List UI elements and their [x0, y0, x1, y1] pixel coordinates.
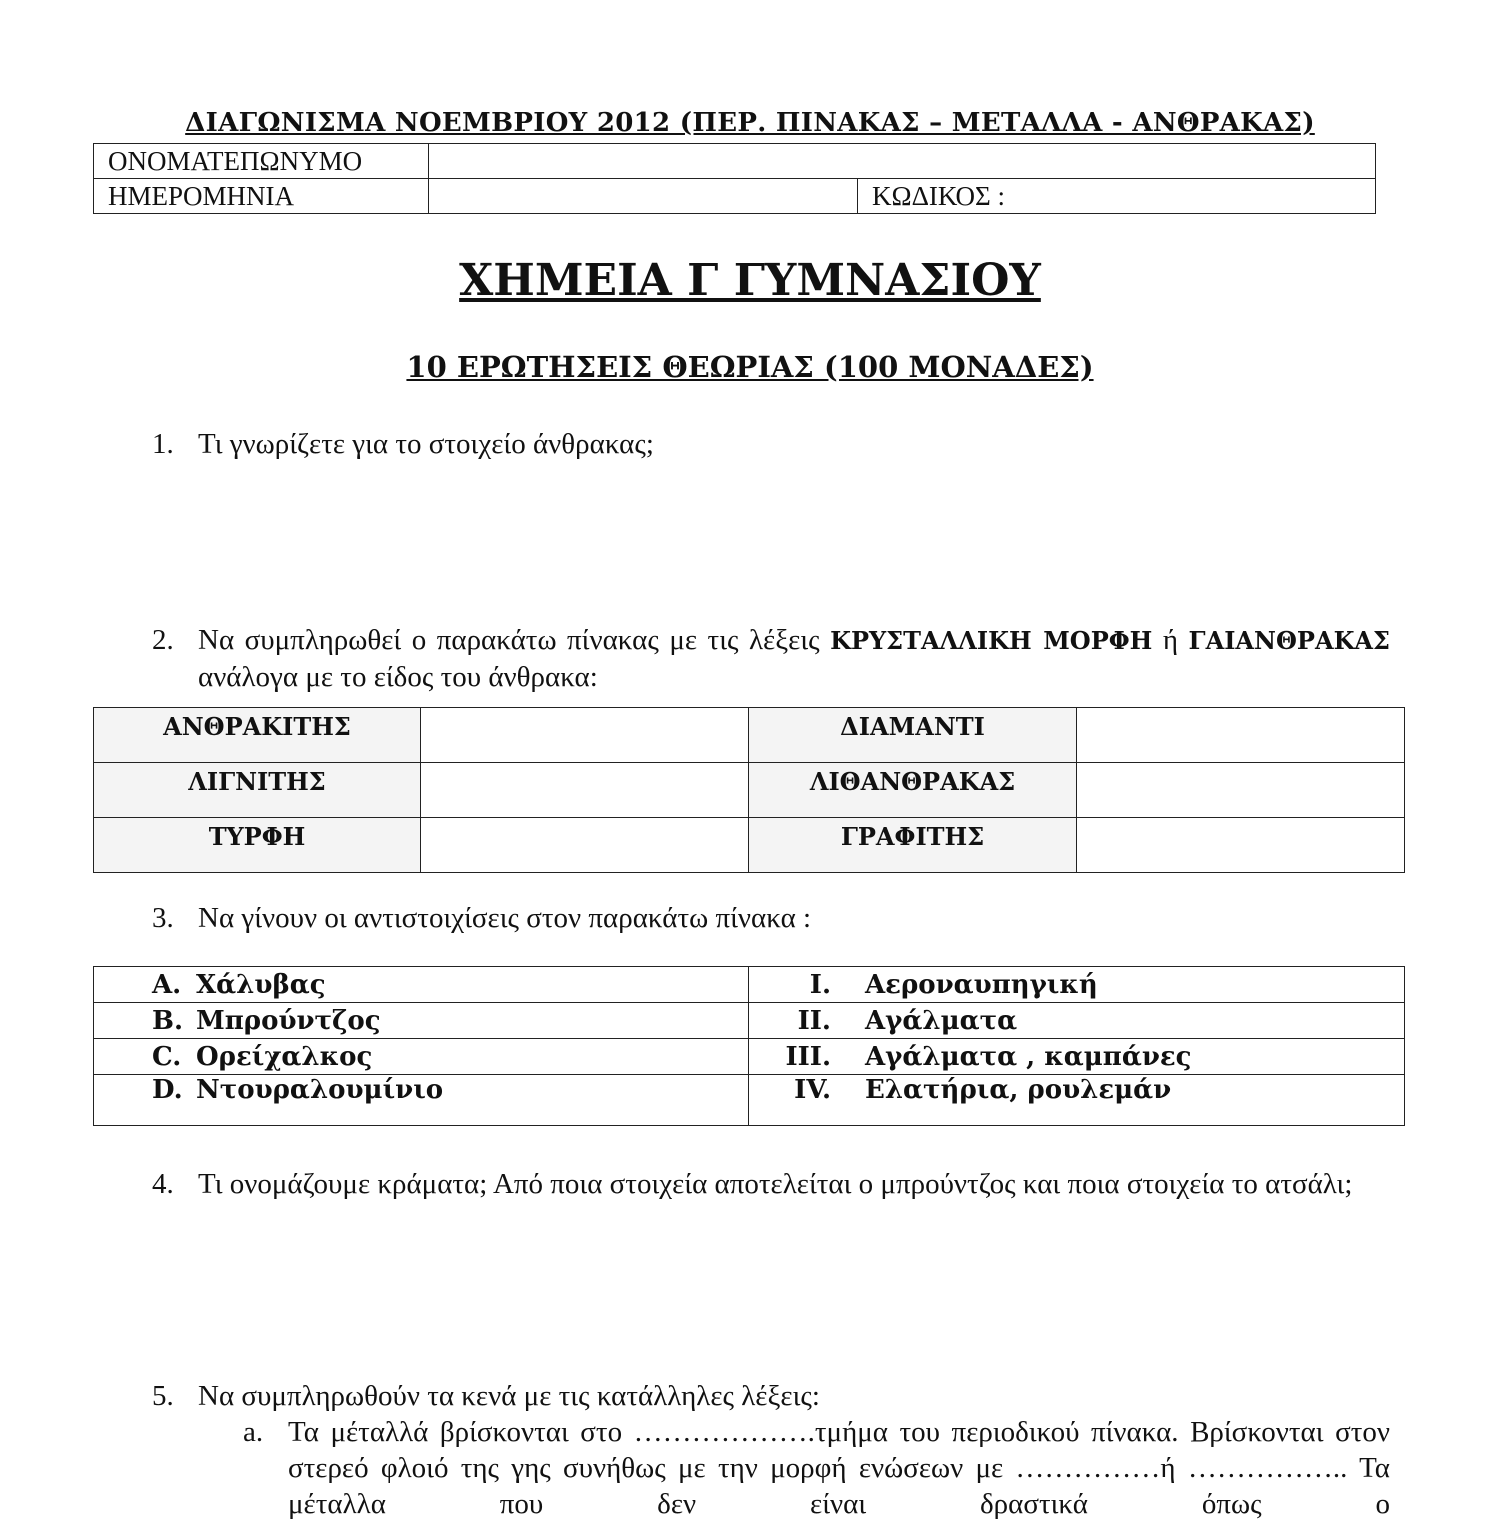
date-field[interactable] [429, 179, 858, 214]
question-text: Τι γνωρίζετε για το στοιχείο άνθρακας; [198, 428, 654, 460]
table-cell-answer[interactable] [421, 708, 749, 763]
alloy-name: Χάλυβας [196, 969, 326, 1000]
matching-table [93, 966, 1405, 1126]
question-number: 5. [152, 1380, 174, 1412]
use-numeral: III. [785, 1041, 831, 1072]
table-cell-answer[interactable] [1077, 818, 1405, 873]
question-text [198, 622, 1390, 695]
question-text: Να συμπληρωθούν τα κενά με τις κατάλληλες λέξεις: [198, 1380, 820, 1412]
table-cell-label: ΑΝΘΡΑΚΙΤΗΣ [94, 708, 421, 763]
question-text: Τι ονομάζουμε κράματα; Από ποια στοιχεία αποτελείται ο μπρούντζος και ποια στοιχεία το ατσάλι; [198, 1168, 1353, 1200]
use-name: Ελατήρια, ρουλεμάν [865, 1075, 1172, 1105]
student-info-table [93, 143, 1376, 214]
subquestion-text: Τα μέταλλά βρίσκονται στο ……………….τμήμα του περιοδικού πίνακα. Βρίσκονται στον στερεό φλοιό της γης συνήθως με την μορφή ενώσεων με ……………ή …………….. Τα μέταλλα που δεν είναι δραστικά όπως ο [288, 1416, 1390, 1520]
keyword-coal: ΓΑΙΑΝΘΡΑΚΑΣ [1188, 626, 1391, 655]
alloy-letter: A. [152, 969, 182, 1000]
date-label: ΗΜΕΡΟΜΗΝΙΑ [94, 179, 429, 214]
carbon-forms-table [93, 707, 1405, 873]
use-name: Αεροναυπηγική [865, 969, 1098, 1000]
sub-title: 10 ΕΡΩΤΗΣΕΙΣ ΘΕΩΡΙΑΣ (100 ΜΟΝΑΔΕΣ) [406, 350, 1094, 384]
alloy-letter: D. [152, 1075, 183, 1105]
table-cell-answer[interactable] [1077, 763, 1405, 818]
use-cell [749, 967, 1405, 1003]
use-numeral: II. [797, 1005, 831, 1036]
alloy-letter: C. [152, 1041, 182, 1072]
use-cell [749, 1003, 1405, 1039]
table-row [94, 708, 1405, 763]
alloy-cell [94, 967, 749, 1003]
table-row [94, 1003, 1405, 1039]
use-cell [749, 1039, 1405, 1075]
main-title: ΧΗΜΕΙΑ Γ ΓΥΜΝΑΣΙΟΥ [459, 255, 1041, 306]
table-row [94, 818, 1405, 873]
table-cell-answer[interactable] [421, 818, 749, 873]
table-cell-label: ΓΡΑΦΙΤΗΣ [749, 818, 1077, 873]
table-row [94, 1075, 1405, 1126]
table-cell-answer[interactable] [1077, 708, 1405, 763]
table-cell-label: ΛΙΘΑΝΘΡΑΚΑΣ [749, 763, 1077, 818]
exam-title: ΔΙΑΓΩΝΙΣΜΑ ΝΟΕΜΒΡΙΟΥ 2012 (ΠΕΡ. ΠΙΝΑΚΑΣ – ΜΕΤΑΛΛΑ - ΑΝΘΡΑΚΑΣ) [185, 108, 1315, 138]
question-number: 3. [152, 902, 174, 934]
alloy-name: Μπρούντζος [196, 1005, 381, 1036]
use-name: Αγάλματα [865, 1005, 1018, 1036]
alloy-name: Ντουραλουμίνιο [196, 1075, 444, 1105]
table-row [94, 763, 1405, 818]
use-cell [749, 1075, 1405, 1126]
subquestion-letter: a. [243, 1416, 264, 1448]
text-part: ή [1152, 624, 1189, 656]
table-cell-label: ΤΥΡΦΗ [94, 818, 421, 873]
question-number: 1. [152, 428, 174, 460]
table-cell-answer[interactable] [421, 763, 749, 818]
text-part: ανάλογα με το είδος του άνθρακα: [198, 661, 598, 693]
question-text: Να γίνουν οι αντιστοιχίσεις στον παρακάτω πίνακα : [198, 902, 812, 934]
keyword-crystalline: ΚΡΥΣΤΑΛΛΙΚΗ ΜΟΡΦΗ [830, 626, 1153, 655]
use-name: Αγάλματα , καμπάνες [865, 1041, 1192, 1072]
name-label: ΟΝΟΜΑΤΕΠΩΝΥΜΟ [94, 144, 429, 179]
alloy-cell [94, 1075, 749, 1126]
alloy-letter: B. [152, 1005, 184, 1036]
question-number: 2. [152, 624, 174, 656]
table-cell-label: ΔΙΑΜΑΝΤΙ [749, 708, 1077, 763]
use-numeral: IV. [794, 1075, 831, 1105]
table-row [94, 967, 1405, 1003]
alloy-cell [94, 1003, 749, 1039]
use-numeral: I. [809, 969, 831, 1000]
question-number: 4. [152, 1168, 174, 1200]
code-label: ΚΩΔΙΚΟΣ : [858, 179, 1376, 214]
alloy-name: Ορείχαλκος [196, 1041, 373, 1072]
alloy-cell [94, 1039, 749, 1075]
name-field[interactable] [429, 144, 1376, 179]
table-row [94, 1039, 1405, 1075]
table-cell-label: ΛΙΓΝΙΤΗΣ [94, 763, 421, 818]
text-part: Να συμπληρωθεί ο παρακάτω πίνακας με τις λέξεις [198, 624, 831, 656]
